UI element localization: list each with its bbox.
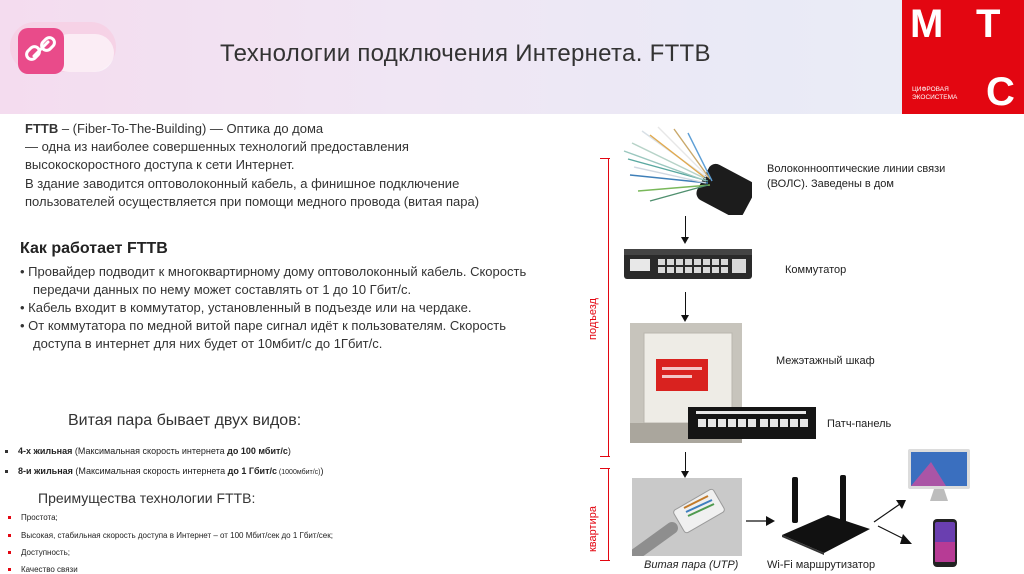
page-title: Технологии подключения Интернета. FTTB (220, 40, 711, 67)
network-switch-image (622, 243, 754, 285)
patch-panel-label: Патч-панель (827, 418, 892, 430)
apartment-label: квартира (587, 506, 599, 552)
arrow-down-icon (685, 292, 686, 316)
cabinet-label: Межэтажный шкаф (776, 355, 875, 367)
advantage-item: Качество связи (8, 565, 78, 574)
smartphone-icon (932, 518, 958, 568)
twisted-heading: Витая пара бывает двух видов: (68, 412, 302, 429)
patch-panel-image (688, 405, 816, 441)
utp-cable-image (632, 478, 742, 556)
logo-caption: ЦИФРОВАЯ ЭКОСИСТЕМА (912, 86, 958, 101)
bracket-tick (600, 158, 610, 159)
fiber-label-1: Волоконнооптические линии связи (767, 163, 946, 175)
how-bullet-1-cont: передачи данных по нему может составлять от 1 до 10 Гбит/с. (33, 282, 412, 297)
fiber-label-2: (ВОЛС). Заведены в дом (767, 178, 894, 190)
twisted-item-2: 8-и жильная (Максимальная скорость интернета до 1 Гбит/с (1000мбит/с)) (5, 466, 323, 476)
bullet-dot (5, 450, 8, 453)
logo-letter-m: М (910, 2, 944, 46)
intro-line-5: пользователей осуществляется при помощи медного провода (витая пара) (25, 194, 480, 209)
intro-line-3: высокоскоростного доступа к сети Интернет. (25, 157, 295, 172)
intro-line-4: В здание заводится оптоволоконный кабель, а финишное подключение (25, 176, 460, 191)
wifi-router-image (778, 475, 872, 555)
advantage-item: Доступность; (8, 548, 70, 557)
bracket-tick (600, 560, 610, 561)
apartment-bracket (608, 468, 609, 560)
intro-line-1: FTTB – (Fiber-To-The-Building) — Оптика до дома (25, 121, 324, 136)
utp-label: Витая пара (UTP) (644, 559, 739, 571)
how-bullet-2: • Кабель входит в коммутатор, установленный в подъезде или на чердаке. (20, 300, 472, 315)
bullet-dot (8, 568, 11, 571)
arrow-to-desktop-icon (872, 498, 908, 524)
arrow-down-icon (685, 452, 686, 472)
arrow-right-icon (746, 515, 776, 527)
logo-letter-c: С (986, 70, 1015, 114)
advantage-item: Высокая, стабильная скорость доступа в Интернет – от 100 Мбит/сек до 1 Гбит/сек; (8, 531, 333, 540)
twisted-item-1: 4-х жильная (Максимальная скорость интернета до 100 мбит/с) (5, 446, 291, 456)
bracket-tick (600, 456, 610, 457)
bracket-tick (600, 468, 610, 469)
how-bullet-1: • Провайдер подводит к многоквартирному дому оптоволоконный кабель. Скорость (20, 264, 527, 279)
entrance-label: подъезд (587, 298, 599, 340)
how-bullet-3-cont: доступа в интернет для них будет от 10мбит/с до 1Гбит/с. (33, 336, 383, 351)
bullet-dot (8, 534, 11, 537)
header-banner (0, 0, 1024, 114)
arrow-down-icon (685, 216, 686, 238)
logo-letter-t: Т (976, 2, 1001, 46)
advantage-item: Простота; (8, 513, 58, 522)
router-label: Wi-Fi маршрутизатор (767, 559, 876, 571)
fiber-cable-image (622, 125, 752, 215)
desktop-computer-icon (906, 447, 972, 505)
intro-line-2: — одна из наиболее совершенных технологий предоставления (25, 139, 409, 154)
entrance-bracket (608, 158, 609, 456)
advantages-heading: Преимущества технологии FTTB: (38, 490, 256, 506)
how-heading: Как работает FTTB (20, 240, 168, 257)
bullet-dot (8, 516, 11, 519)
fttb-abbr: FTTB (25, 121, 59, 136)
arrow-to-phone-icon (876, 524, 914, 546)
bullet-dot (5, 470, 8, 473)
how-bullet-3: • От коммутатора по медной витой паре сигнал идёт к пользователям. Скорость (20, 318, 507, 333)
mts-logo (902, 0, 1024, 114)
bullet-dot (8, 551, 11, 554)
chain-link-icon (8, 12, 118, 82)
switch-label: Коммутатор (785, 264, 847, 276)
